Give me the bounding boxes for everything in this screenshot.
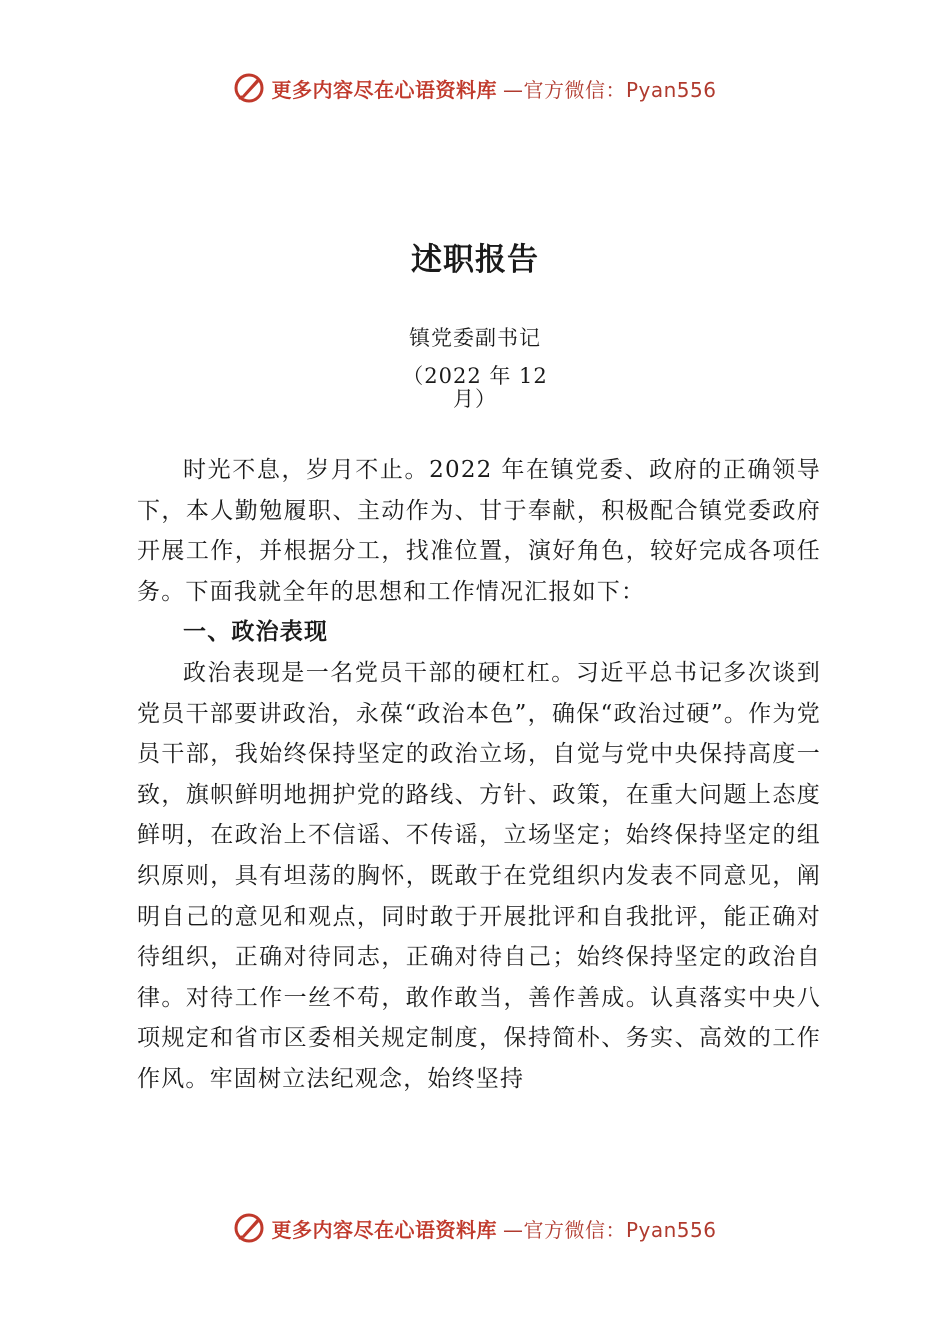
section-paragraph-politics: 政治表现是一名党员干部的硬杠杠。习近平总书记多次谈到党员干部要讲政治，永葆“政治本色”，确保“政治过硬”。作为党员干部，我始终保持坚定的政治立场，自觉与党中央保持高度一致，旗帜鲜明地拥护党的路线、方针、政策，在重大问题上态度鲜明，在政治上不信谣、不传谣，立场坚定；始终保持坚定的组织原则，具有坦荡的胸怀，既敢于在党组织内发表不同意见，阐明自己的意见和观点，同时敢于开展批评和自我批评，能正确对待组织，正确对待同志，正确对待自己；始终保持坚定的政治自律。对待工作一丝不苟，敢作敢当，善作善成。认真落实中央八项规定和省市区委相关规定制度，保持简朴、务实、高效的工作作风。牢固树立法纪观念，始终坚持 <box>137 659 821 1092</box>
watermark-text: 更多内容尽在心语资料库 <box>271 77 497 102</box>
quill-pen-logo-icon <box>233 1212 265 1244</box>
watermark-wechat: —官方微信：Pyan556 <box>502 1217 717 1242</box>
date-line-1: （2022 年 12 <box>402 364 548 388</box>
watermark-text: 更多内容尽在心语资料库 <box>271 1217 497 1242</box>
footer-watermark <box>0 1212 950 1244</box>
header-watermark <box>0 72 950 104</box>
intro-paragraph: 时光不息，岁月不止。2022 年在镇党委、政府的正确领导下，本人勤勉履职、主动作为、甘于奉献，积极配合镇党委政府开展工作，并根据分工，找准位置，演好角色，较好完成各项任务。下面我就全年的思想和工作情况汇报如下： <box>137 457 821 605</box>
quill-pen-logo-icon <box>233 72 265 104</box>
section-heading-politics: 一、政治表现 <box>183 619 329 646</box>
document-body <box>137 450 821 1100</box>
document-title: 述职报告 <box>411 242 539 278</box>
watermark-wechat: —官方微信：Pyan556 <box>502 77 717 102</box>
date-line-2: 月） <box>453 387 497 411</box>
author-line: 镇党委副书记 <box>409 326 541 350</box>
